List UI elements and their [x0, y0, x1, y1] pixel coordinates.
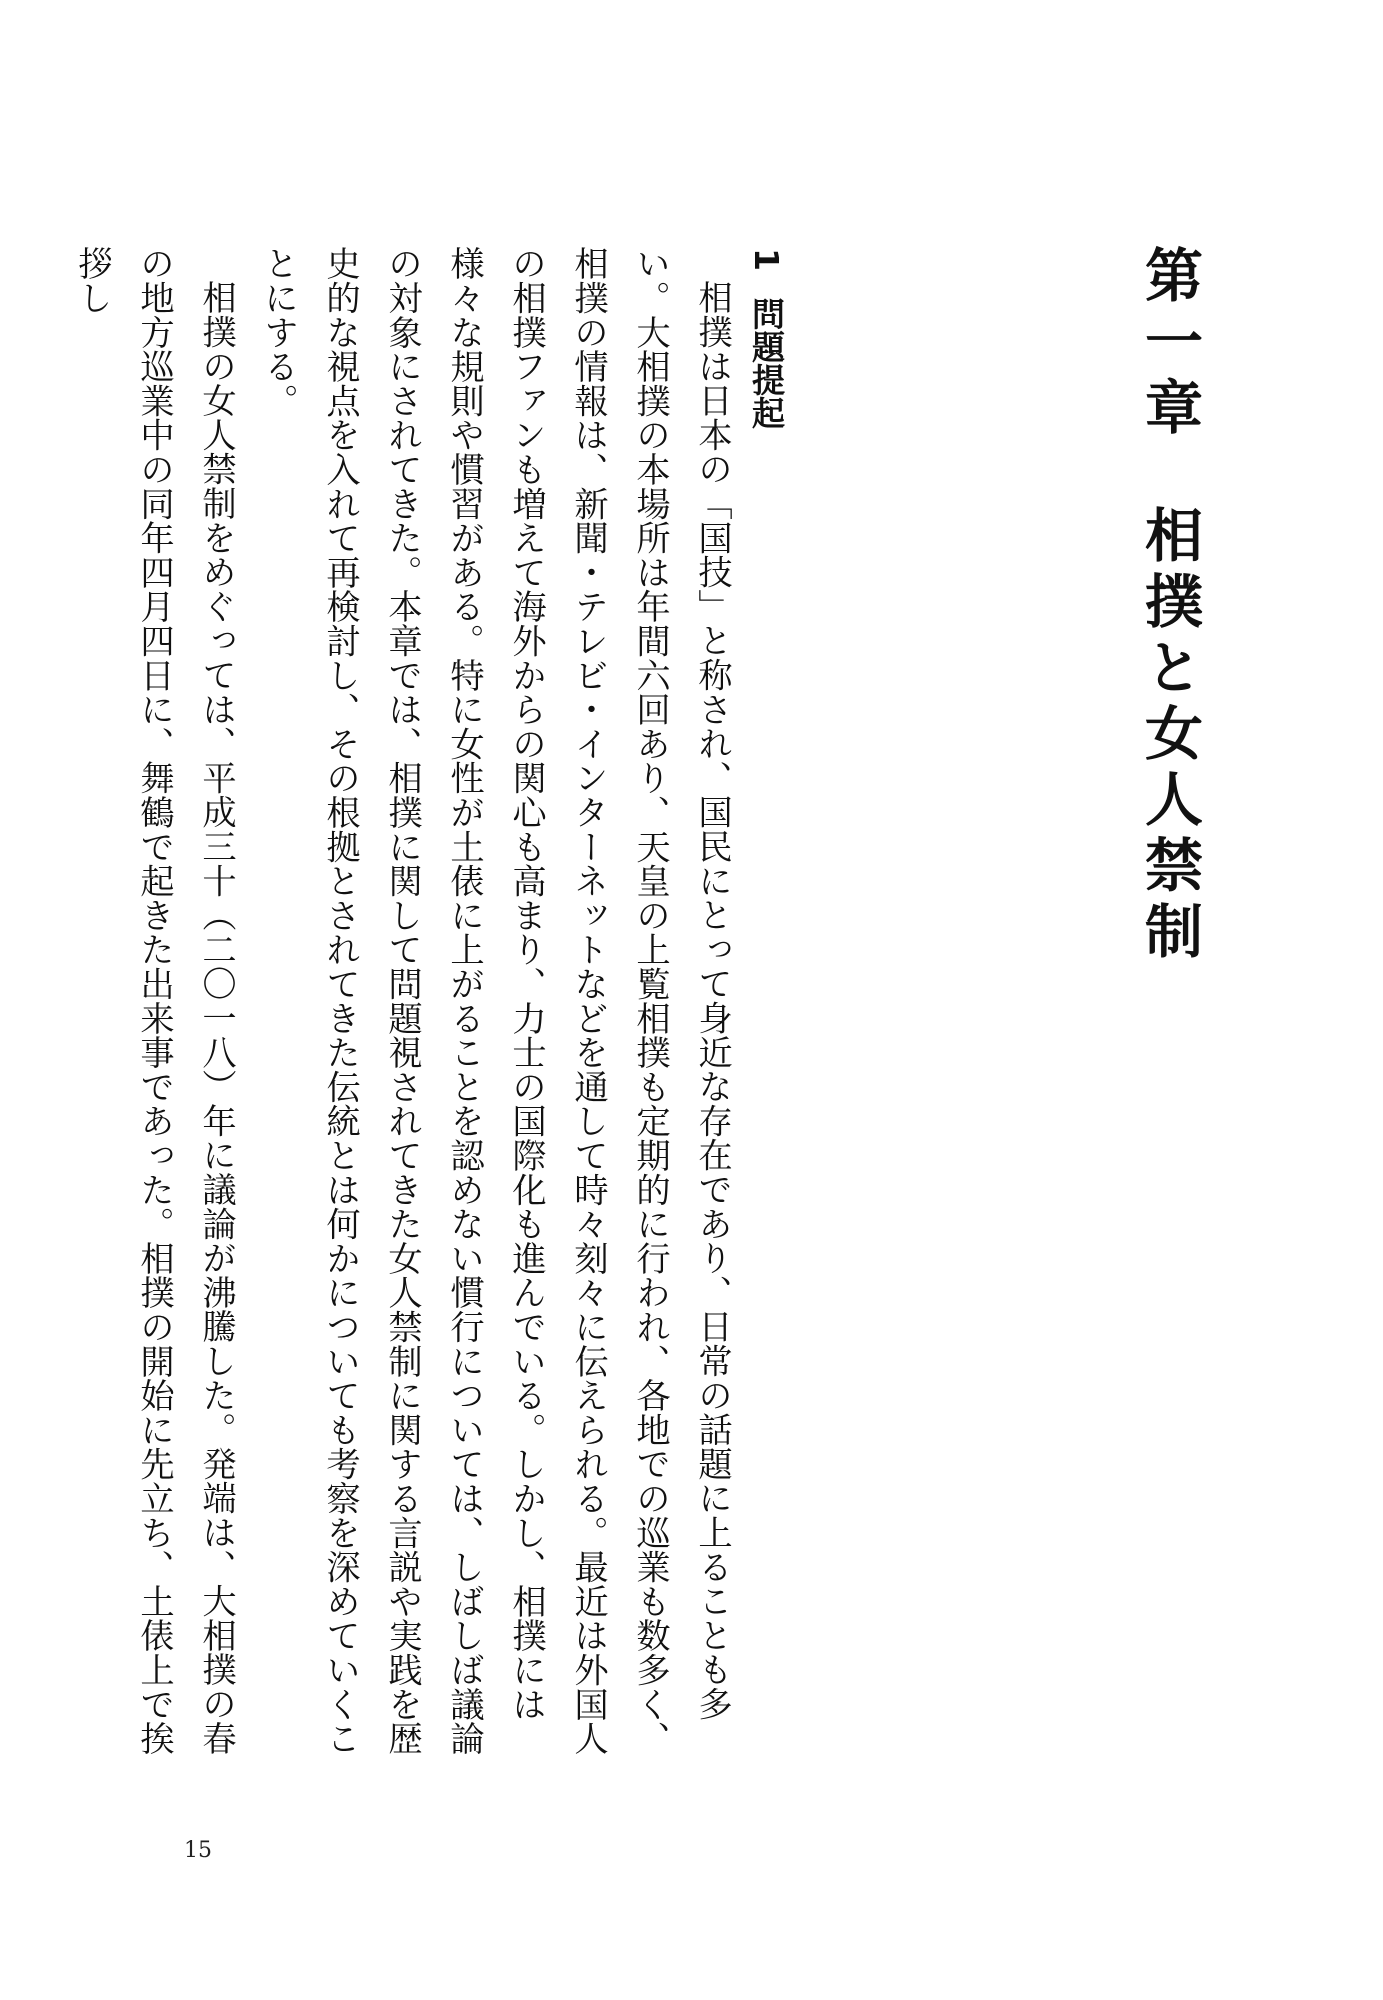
paragraph-1: 相撲は日本の「国技」と称され、国民にとって身近な存在であり、日常の話題に上ることも多い。大相撲の本場所は年間六回あり、天皇の上覧相撲も定期的に行われ、各地での巡業も数多く、相撲の情報は、新聞・テレビ・インターネットなどを通して時々刻々に伝えられる。最近は外国人の相撲ファンも増えて海外からの関心も高まり、力士の国際化も進んでいる。しかし、相撲には様々な規則や慣習がある。特に女性が土俵に上がることを認めない慣行については、しばしば議論の対象にされてきた。本章では、相撲に関して問題視されてきた女人禁制に関する言説や実践を歴史的な視点を入れて再検討し、その根拠とされてきた伝統とは何かについても考察を深めていくことにする。 — [258, 246, 732, 1756]
chapter-title-text: 相撲と女人禁制 — [1135, 505, 1203, 967]
chapter-title — [1135, 245, 1203, 967]
paragraph-2: 相撲の女人禁制をめぐっては、平成三十（二〇一八）年に議論が沸騰した。発端は、大相撲の春の地方巡業中の同年四月四日に、舞鶴で起きた出来事であった。相撲の開始に先立ち、土俵上で挨拶し — [72, 246, 236, 1756]
section-number: 1 — [747, 248, 786, 271]
body-text — [61, 246, 743, 1766]
section-title: 問題提起 — [747, 296, 786, 429]
chapter-number: 第一章 — [1135, 245, 1203, 443]
section-heading — [747, 248, 786, 429]
page-number: 15 — [184, 1838, 212, 1863]
